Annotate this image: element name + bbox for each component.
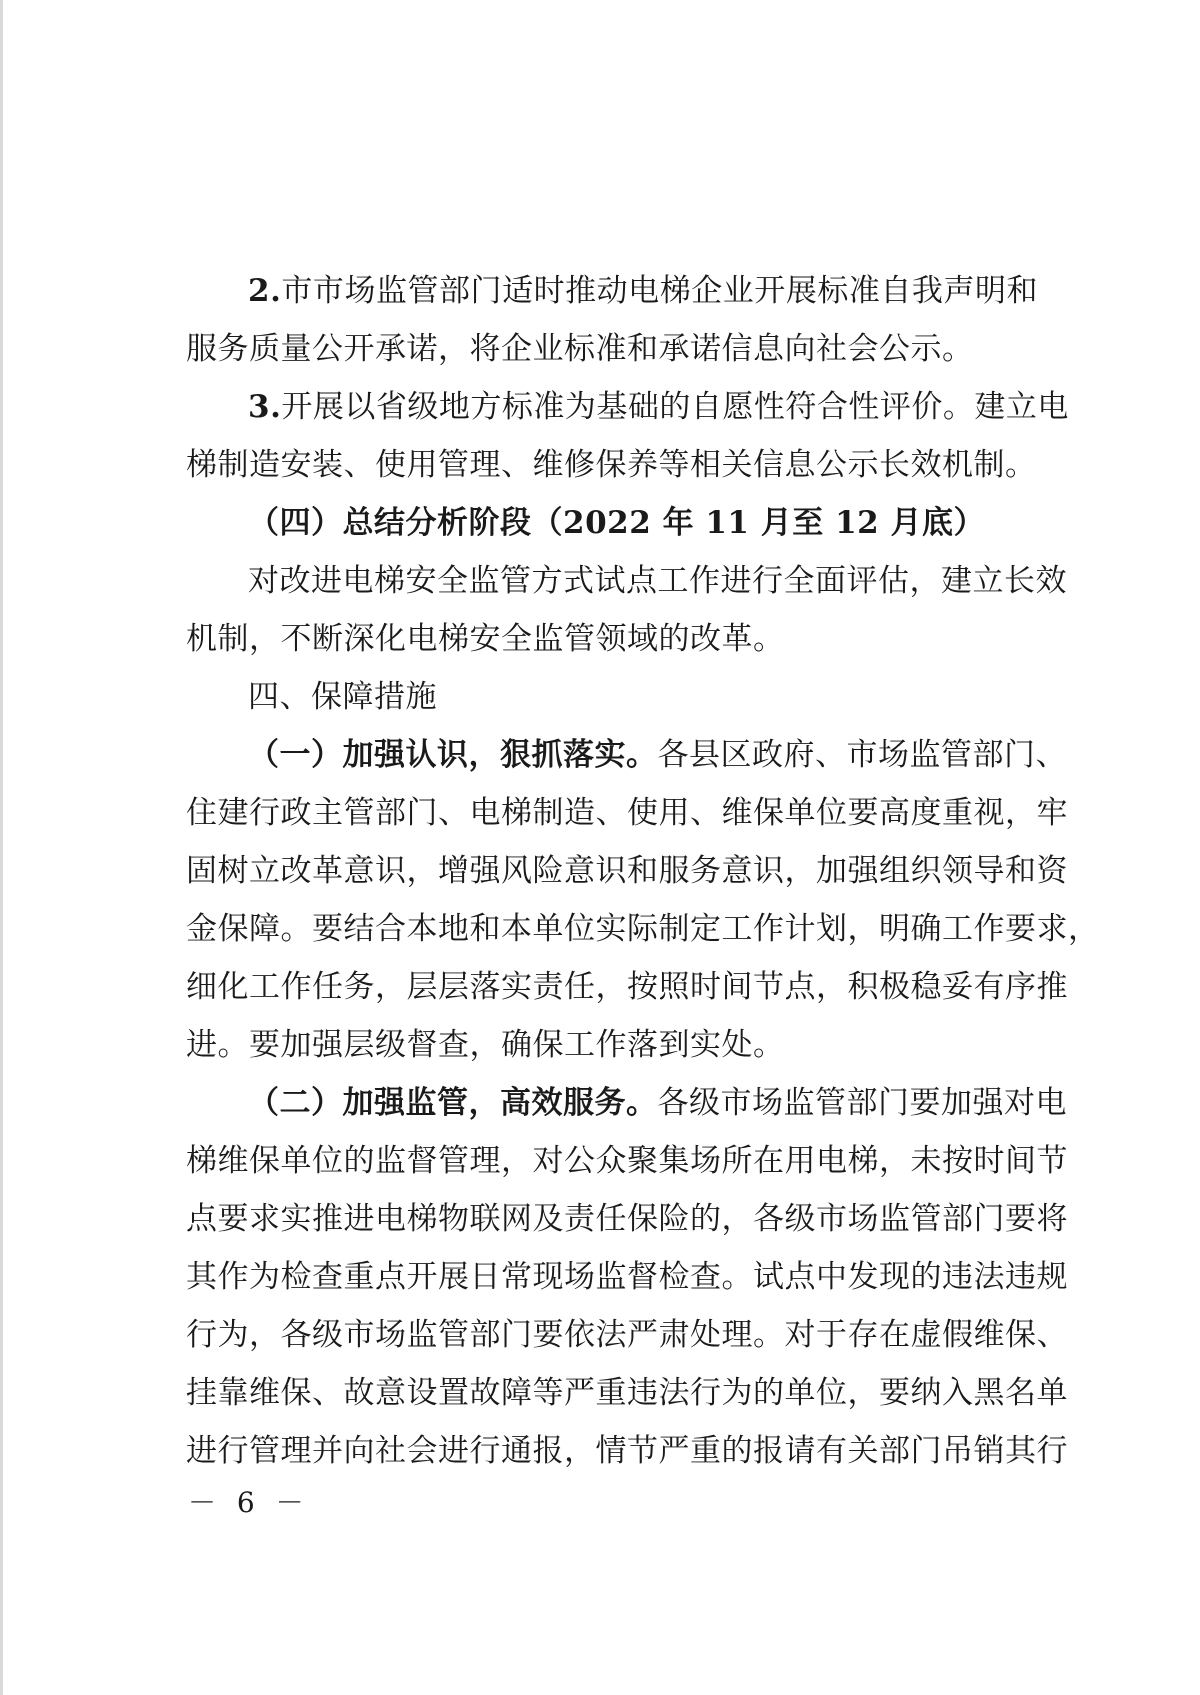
line-text: 进行管理并向社会进行通报，情节严重的报请有关部门吊销其行 [186,1433,1068,1469]
body-text [186,262,1100,1480]
line-text: 各县区政府、市场监管部门、 [657,737,1067,773]
paragraph-line [186,958,1068,1016]
paragraph-line [186,1132,1068,1190]
paragraph-line [186,726,1067,784]
line-text: 各级市场监管部门要加强对电 [657,1085,1067,1121]
paragraph-line [186,436,1038,494]
item-number: 3. [248,389,282,425]
line-text: 挂靠维保、故意设置故障等严重违法行为的单位，要纳入黑名单 [186,1375,1068,1411]
line-text: 行为，各级市场监管部门要依法严肃处理。对于存在虚假维保、 [186,1317,1068,1353]
paragraph-line [186,842,1068,900]
heading-text: （四）总结分析阶段（2022 年 11 月至 12 月底） [248,505,986,541]
subsection-lead: （一）加强认识，狠抓落实。 [248,737,658,773]
line-text: 梯制造安装、使用管理、维修保养等相关信息公示长效机制。 [186,447,1037,483]
line-text: 细化工作任务，层层落实责任，按照时间节点，积极稳妥有序推 [186,969,1068,1005]
line-text: 市市场监管部门适时推动电梯企业开展标准自我声明和 [281,273,1038,309]
paragraph-line [186,552,1067,610]
paragraph-line [186,784,1068,842]
paragraph-line [186,378,1069,436]
paragraph-line [186,1016,1038,1074]
line-text: 点要求实推进电梯物联网及责任保险的，各级市场监管部门要将 [186,1201,1068,1237]
paragraph-line [186,610,1038,668]
line-text: 开展以省级地方标准为基础的自愿性符合性评价。建立电 [281,389,1069,425]
paragraph-line [186,1364,1068,1422]
line-text: 固树立改革意识，增强风险意识和服务意识，加强组织领导和资 [186,853,1068,889]
paragraph-line [186,320,1038,378]
heading-text: 四、保障措施 [248,679,437,715]
line-text: 进。要加强层级督查，确保工作落到实处。 [186,1027,785,1063]
paragraph-line [186,1190,1068,1248]
paragraph-line [186,1248,1068,1306]
line-text: 金保障。要结合本地和本单位实际制定工作计划，明确工作要求， [186,911,1100,947]
item-number: 2. [248,273,282,309]
subsection-lead: （二）加强监管，高效服务。 [248,1085,658,1121]
line-text: 对改进电梯安全监管方式试点工作进行全面评估，建立长效 [248,563,1067,599]
line-text: 其作为检查重点开展日常现场监督检查。试点中发现的违法违规 [186,1259,1068,1295]
paragraph-line [186,1306,1068,1364]
line-text: 机制，不断深化电梯安全监管领域的改革。 [186,621,785,657]
line-text: 住建行政主管部门、电梯制造、使用、维保单位要高度重视，牢 [186,795,1068,831]
chapter-heading [186,668,1038,726]
page-number: － 6 － [188,1486,310,1519]
paragraph-line [186,1422,1068,1480]
section-heading [186,494,1038,552]
paragraph-line [186,900,1100,958]
page-edge [0,0,3,1695]
line-text: 梯维保单位的监督管理，对公众聚集场所在用电梯，未按时间节 [186,1143,1068,1179]
line-text: 服务质量公开承诺，将企业标准和承诺信息向社会公示。 [186,331,974,367]
paragraph-line [186,262,1038,320]
paragraph-line [186,1074,1067,1132]
